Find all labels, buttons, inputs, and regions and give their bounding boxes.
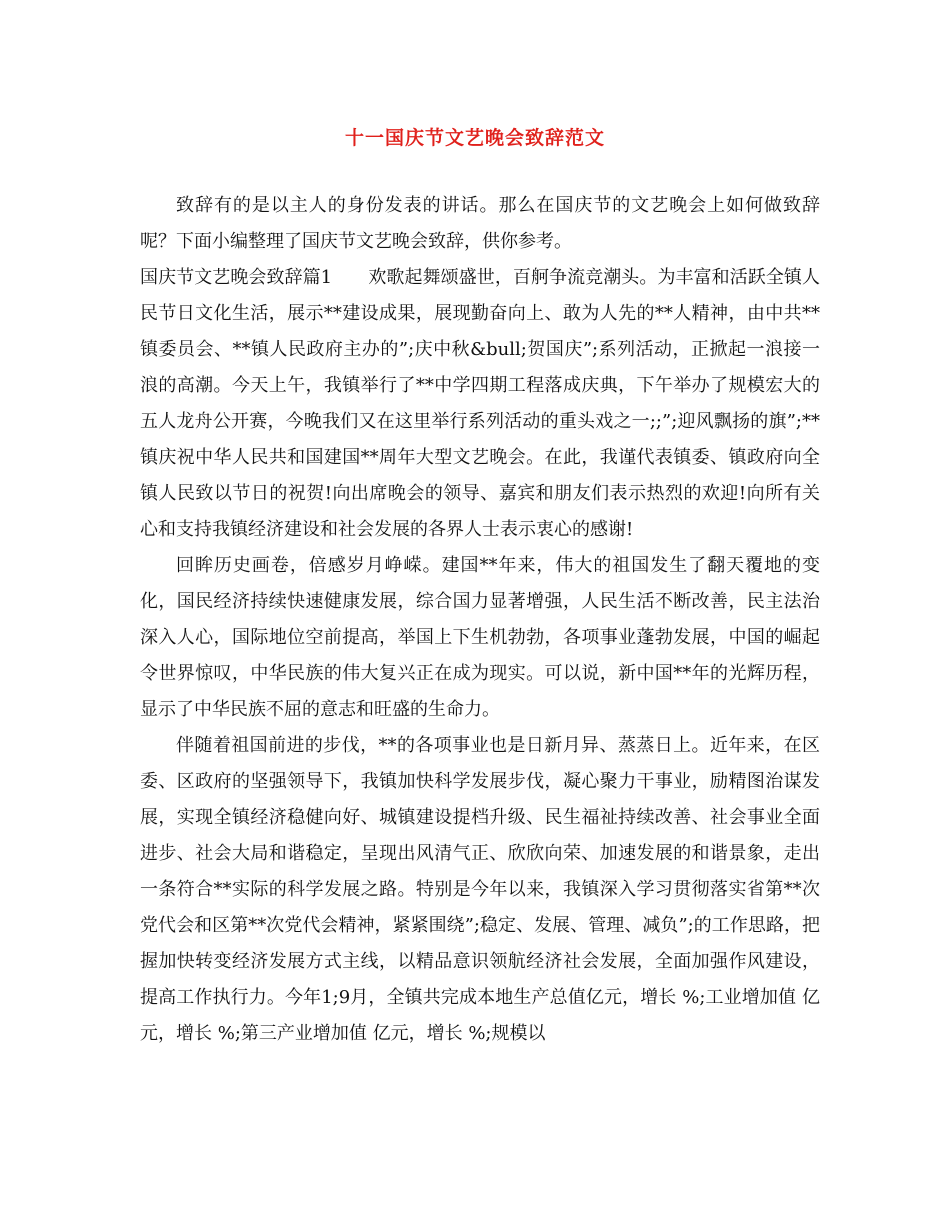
paragraph-development: 伴随着祖国前进的步伐，**的各项事业也是日新月异、蒸蒸日上。近年来，在区委、区政府的坚强领导下，我镇加快科学发展步伐，凝心聚力干事业，励精图治谋发展，实现全镇经济稳健向好、城镇建设提档升级、民生福祉持续改善、社会事业全面进步、社会大局和谐稳定，呈现出风清气正、欣欣向荣、加速发展的和谐景象，走出一条符合**实际的科学发展之路。特别是今年以来，我镇深入学习贯彻落实省第**次党代会和区第**次党代会精神，紧紧围绕”;稳定、发展、管理、减负”;的工作思路，把握加快转变经济发展方式主线，以精品意识领航经济社会发展，全面加强作风建设，提高工作执行力。今年1;9月，全镇共完成本地生产总值亿元，增长 %;工业增加值 亿元，增长 %;第三产业增加值 亿元，增长 %;规模以 [140, 735, 820, 1044]
document-title: 十一国庆节文艺晚会致辞范文 [344, 127, 605, 149]
paragraph-intro: 致辞有的是以主人的身份发表的讲话。那么在国庆节的文艺晚会上如何做致辞呢？下面小编整理了国庆节文艺晚会致辞，供你参考。 [140, 195, 820, 252]
document-body [140, 188, 820, 1052]
paragraph-history: 回眸历史画卷，倍感岁月峥嵘。建国**年来，伟大的祖国发生了翻天覆地的变化，国民经济持续快速健康发展，综合国力显著增强，人民生活不断改善，民主法治深入人心，国际地位空前提高，举国上下生机勃勃，各项事业蓬勃发展，中国的崛起令世界惊叹，中华民族的伟大复兴正在成为现实。可以说，新中国**年的光辉历程，显示了中华民族不屈的意志和旺盛的生命力。 [140, 555, 820, 720]
paragraph-speech-1: 国庆节文艺晚会致辞篇1 欢歌起舞颂盛世，百舸争流竞潮头。为丰富和活跃全镇人民节日文化生活，展示**建设成果，展现勤奋向上、敢为人先的**人精神，由中共**镇委员会、**镇人民政府主办的”;庆中秋&bull;贺国庆”;系列活动，正掀起一浪接一浪的高潮。今天上午，我镇举行了**中学四期工程落成庆典，下午举办了规模宏大的五人龙舟公开赛，今晚我们又在这里举行系列活动的重头戏之一;;”;迎风飘扬的旗”;**镇庆祝中华人民共和国建国**周年大型文艺晚会。在此，我谨代表镇委、镇政府向全镇人民致以节日的祝贺!向出席晚会的领导、嘉宾和朋友们表示热烈的欢迎!向所有关心和支持我镇经济建设和社会发展的各界人士表示衷心的感谢! [140, 267, 820, 540]
